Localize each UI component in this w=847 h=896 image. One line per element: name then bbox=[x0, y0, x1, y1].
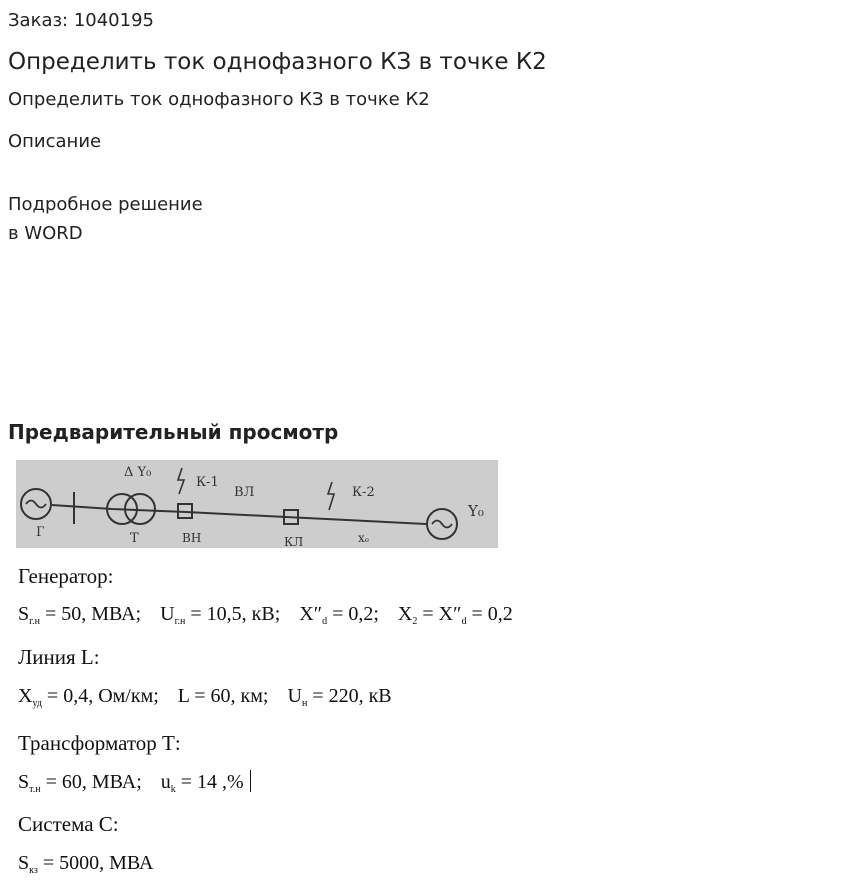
value: = 14 ,% bbox=[180, 771, 244, 793]
preview-heading: Предварительный просмотр bbox=[8, 420, 339, 444]
line-formula bbox=[18, 685, 392, 708]
symbol: S bbox=[18, 771, 30, 793]
switch2-label: КЛ bbox=[284, 535, 304, 548]
line-heading: Линия L: bbox=[18, 645, 100, 669]
symbol: S bbox=[18, 603, 30, 625]
transformer-label: Т bbox=[130, 531, 139, 546]
value: = 0,2 bbox=[471, 603, 513, 625]
line-label: ВЛ bbox=[234, 485, 255, 500]
circuit-diagram bbox=[16, 460, 498, 548]
symbol: X bbox=[397, 603, 413, 625]
value: = 5000, МВА bbox=[42, 852, 154, 874]
generator-formula bbox=[18, 603, 513, 626]
fault-k1-label: К-1 bbox=[196, 475, 219, 490]
subscript: k bbox=[170, 784, 176, 795]
description-label: Описание bbox=[8, 131, 102, 152]
symbol: u bbox=[160, 771, 171, 793]
subscript: d bbox=[461, 616, 467, 627]
bus-hv-label: ВН bbox=[182, 531, 202, 545]
transformer-connection-label: Δ Y₀ bbox=[124, 465, 152, 480]
value: = X″ bbox=[422, 603, 462, 625]
subscript: уд bbox=[32, 698, 42, 709]
subscript: т.н bbox=[29, 784, 41, 795]
symbol: S bbox=[18, 852, 30, 874]
symbol: X″ bbox=[299, 603, 323, 625]
value: = 50, МВА; bbox=[44, 603, 142, 625]
symbol: U bbox=[160, 603, 175, 625]
order-number: Заказ: 1040195 bbox=[8, 10, 154, 31]
fault-k2-label: К-2 bbox=[352, 485, 375, 500]
scheme-background bbox=[16, 460, 498, 548]
transformer-heading: Трансформатор Т: bbox=[18, 731, 181, 755]
page-title: Определить ток однофазного КЗ в точке К2 bbox=[8, 49, 547, 75]
subscript: г.н bbox=[29, 616, 40, 627]
description-line: в WORD bbox=[8, 223, 83, 244]
value: = 220, кВ bbox=[312, 685, 392, 707]
subscript: 2 bbox=[412, 616, 418, 627]
system-heading: Система С: bbox=[18, 812, 119, 836]
value: = 0,4, Ом/км; bbox=[46, 685, 159, 707]
text-cursor bbox=[250, 770, 251, 792]
description-line: Подробное решение bbox=[8, 194, 203, 215]
subscript: н bbox=[301, 698, 308, 709]
reactance-label: xₑ bbox=[358, 531, 370, 545]
system-formula bbox=[18, 852, 153, 875]
page-subtitle: Определить ток однофазного КЗ в точке К2 bbox=[8, 89, 430, 110]
value: = 60, МВА; bbox=[45, 771, 142, 793]
value: = 0,2; bbox=[332, 603, 379, 625]
subscript: d bbox=[322, 616, 328, 627]
generator-heading: Генератор: bbox=[18, 564, 114, 588]
system-ground-label: Y₀ bbox=[468, 502, 484, 520]
transformer-formula bbox=[18, 770, 251, 794]
symbol: U bbox=[287, 685, 302, 707]
symbol: X bbox=[18, 685, 33, 707]
value: L = 60, км; bbox=[177, 685, 269, 707]
value: = 10,5, кВ; bbox=[190, 603, 281, 625]
generator-label: Г bbox=[36, 525, 45, 540]
subscript: г.н bbox=[174, 616, 186, 627]
subscript: кз bbox=[29, 865, 38, 876]
circuit-scheme-image bbox=[16, 460, 498, 548]
